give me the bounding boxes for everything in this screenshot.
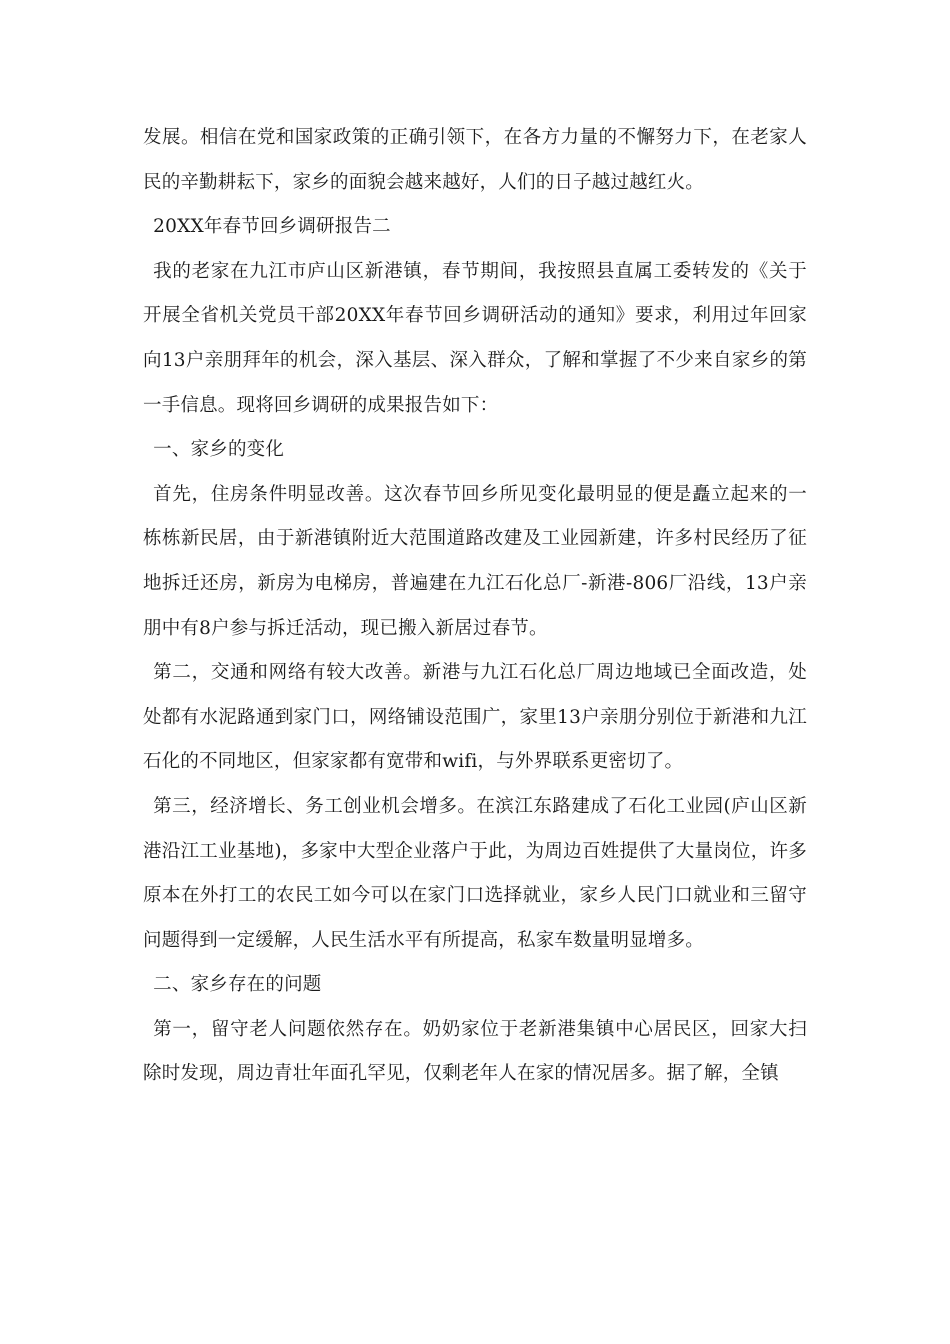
heading-changes: 一、家乡的变化 [153, 439, 285, 461]
document-body [143, 116, 807, 1097]
section-title-report-two: 20XX年春节回乡调研报告二 [153, 216, 391, 238]
heading-problems: 二、家乡存在的问题 [153, 974, 322, 996]
paragraph-elderly: 第一，留守老人问题依然存在。奶奶家位于老新港集镇中心居民区，回家大扫除时发现，周边青壮年面孔罕见，仅剩老年人在家的情况居多。据了解，全镇 [143, 1018, 807, 1085]
paragraph-transport: 第二，交通和网络有较大改善。新港与九江石化总厂周边地域已全面改造，处处都有水泥路通到家门口，网络铺设范围广，家里13户亲朋分别位于新港和九江石化的不同地区，但家家都有宽带和wifi，与外界联系更密切了。 [143, 662, 807, 773]
paragraph-housing: 首先，住房条件明显改善。这次春节回乡所见变化最明显的便是矗立起来的一栋栋新民居，由于新港镇附近大范围道路改建及工业园新建，许多村民经历了征地拆迁还房，新房为电梯房，普遍建在九江石化总厂-新港-806厂沿线，13户亲朋中有8户参与拆迁活动，现已搬入新居过春节。 [143, 483, 807, 639]
paragraph-economy: 第三，经济增长、务工创业机会增多。在滨江东路建成了石化工业园(庐山区新港沿江工业基地)，多家中大型企业落户于此，为周边百姓提供了大量岗位，许多原本在外打工的农民工如今可以在家门口选择就业，家乡人民门口就业和三留守问题得到一定缓解，人民生活水平有所提高，私家车数量明显增多。 [143, 795, 807, 951]
paragraph-continuation: 发展。相信在党和国家政策的正确引领下，在各方力量的不懈努力下，在老家人民的辛勤耕耘下，家乡的面貌会越来越好，人们的日子越过越红火。 [143, 127, 807, 193]
paragraph-intro: 我的老家在九江市庐山区新港镇，春节期间，我按照县直属工委转发的《关于开展全省机关党员干部20XX年春节回乡调研活动的通知》要求，利用过年回家向13户亲朋拜年的机会，深入基层、深入群众，了解和掌握了不少来自家乡的第一手信息。现将回乡调研的成果报告如下： [143, 260, 807, 416]
